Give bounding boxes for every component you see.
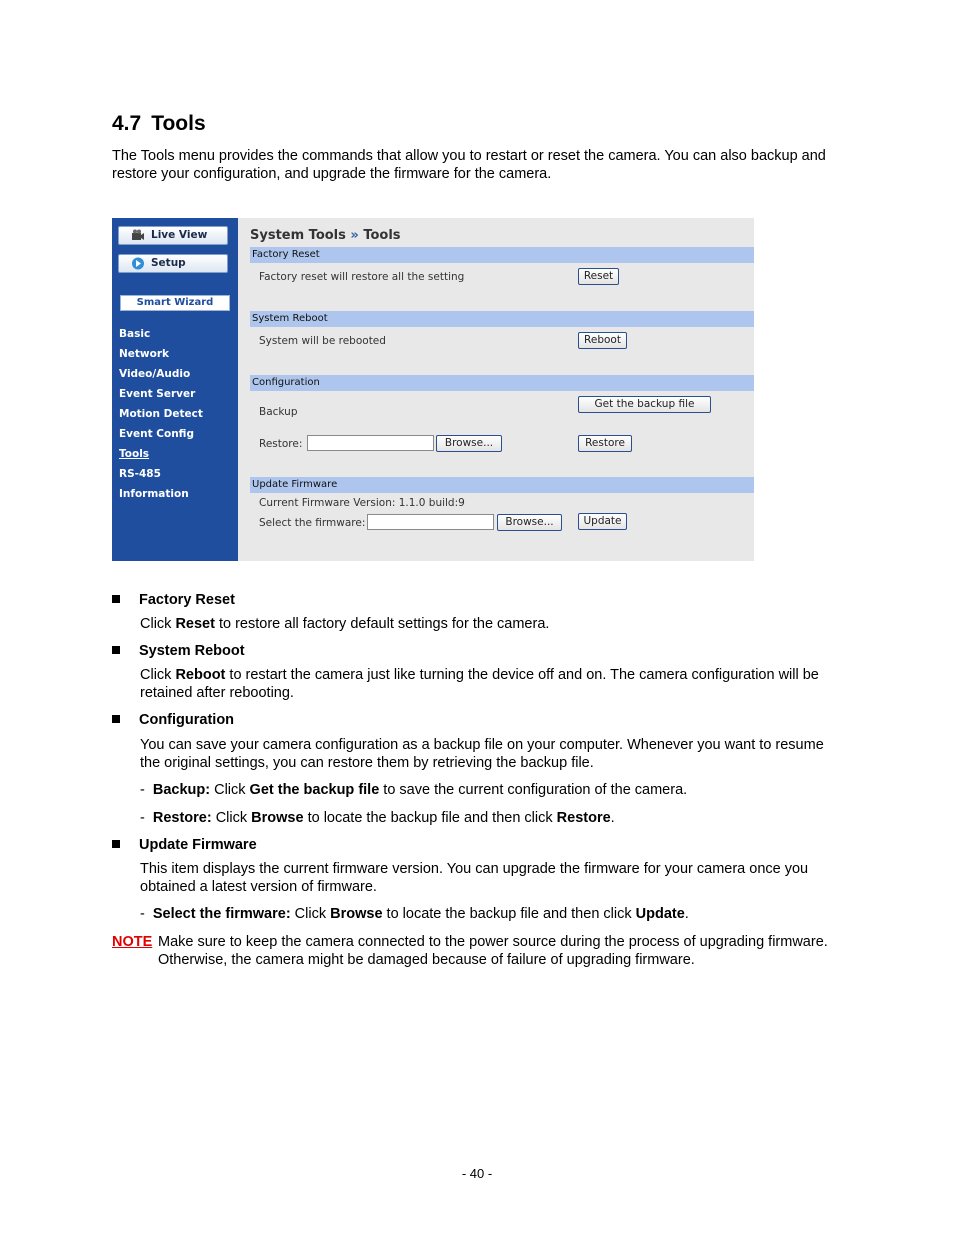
smart-wizard-button[interactable]: Smart Wizard: [120, 295, 230, 311]
bullet-system-reboot: [112, 642, 245, 660]
camera-icon: [131, 229, 145, 242]
sidebar-item-tools[interactable]: Tools: [119, 448, 150, 460]
sidebar-item-information[interactable]: Information: [119, 488, 189, 500]
bullet-factory-reset: [112, 591, 235, 609]
sidebar-item-event-server[interactable]: Event Server: [119, 388, 196, 400]
restore-instruction: - Restore: Click Browse to locate the backup file and then click Restore.: [140, 810, 615, 826]
panel-title-part1: System Tools: [250, 228, 346, 243]
live-view-label: Live View: [151, 229, 208, 241]
sidebar-item-motion-detect[interactable]: Motion Detect: [119, 408, 203, 420]
note-label: NOTE: [112, 934, 153, 950]
configuration-header: Configuration: [250, 375, 754, 391]
section-heading: [112, 112, 206, 136]
firmware-version-text: Current Firmware Version: 1.1.0 build:9: [259, 497, 465, 509]
tools-screenshot: [112, 218, 754, 561]
page-number: - 40 -: [461, 1166, 493, 1181]
section-title: Tools: [151, 112, 206, 135]
select-firmware-instruction: - Select the firmware: Click Browse to locate the backup file and then click Update.: [140, 906, 689, 922]
bullet-title: System Reboot: [139, 643, 245, 659]
select-firmware-label: Select the firmware:: [259, 517, 366, 529]
restore-button[interactable]: Restore: [578, 435, 632, 452]
section-number: 4.7: [112, 112, 142, 135]
reboot-button[interactable]: Reboot: [578, 332, 627, 349]
system-reboot-header: System Reboot: [250, 311, 754, 327]
live-view-button[interactable]: [118, 226, 228, 245]
sidebar-item-basic[interactable]: Basic: [119, 328, 151, 340]
backup-instruction: - Backup: Click Get the backup file to save the current configuration of the camera.: [140, 782, 688, 798]
factory-reset-description: Click Reset to restore all factory default settings for the camera.: [140, 616, 550, 632]
update-firmware-header: Update Firmware: [250, 477, 754, 493]
firmware-browse-button[interactable]: Browse...: [497, 514, 562, 531]
panel-title: [250, 228, 401, 243]
update-button[interactable]: Update: [578, 513, 627, 530]
tools-panel: [238, 218, 754, 561]
backup-label: Backup: [259, 406, 298, 418]
bullet-square-icon: [112, 715, 120, 723]
configuration-description: You can save your camera configuration as a backup file on your computer. Whenever you want to resume the original settings, you can restore them by retrieving the backup file.: [140, 737, 824, 771]
panel-title-separator: »: [350, 228, 359, 243]
bullet-title: Factory Reset: [139, 592, 235, 608]
firmware-file-input[interactable]: [367, 514, 494, 530]
bullet-square-icon: [112, 646, 120, 654]
system-reboot-text: System will be rebooted: [259, 335, 386, 347]
factory-reset-header: Factory Reset: [250, 247, 754, 263]
get-backup-file-button[interactable]: Get the backup file: [578, 396, 711, 413]
setup-label: Setup: [151, 257, 186, 269]
bullet-title: Configuration: [139, 712, 235, 728]
restore-file-input[interactable]: [307, 435, 434, 451]
bullet-square-icon: [112, 595, 120, 603]
sidebar-item-event-config[interactable]: Event Config: [119, 428, 194, 440]
sidebar-item-network[interactable]: Network: [119, 348, 170, 360]
reset-button[interactable]: Reset: [578, 268, 619, 285]
system-reboot-description: Click Reboot to restart the camera just like turning the device off and on. The camera configuration will be retained after rebooting.: [140, 667, 819, 701]
note-text: Make sure to keep the camera connected to the power source during the process of upgrading firmware. Otherwise, the camera might be damaged because of failure of upgrading firmware.: [158, 934, 828, 968]
sidebar-item-rs485[interactable]: RS-485: [119, 468, 161, 480]
setup-button[interactable]: [118, 254, 228, 273]
sidebar: [112, 218, 238, 561]
bullet-update-firmware: [112, 836, 257, 854]
update-firmware-description: This item displays the current firmware version. You can upgrade the firmware for your camera once you obtained a latest version of firmware.: [140, 861, 809, 895]
intro-paragraph: The Tools menu provides the commands that allow you to restart or reset the camera. You can also backup and restore your configuration, and upgrade the firmware for the camera.: [112, 148, 826, 182]
bullet-title: Update Firmware: [139, 837, 257, 853]
panel-title-part2: Tools: [363, 228, 401, 243]
restore-label: Restore:: [259, 438, 303, 450]
bullet-configuration: [112, 711, 234, 729]
restore-browse-button[interactable]: Browse...: [436, 435, 502, 452]
bullet-square-icon: [112, 840, 120, 848]
setup-arrow-icon: [131, 257, 145, 270]
sidebar-item-video-audio[interactable]: Video/Audio: [119, 368, 191, 380]
factory-reset-text: Factory reset will restore all the setting: [259, 271, 465, 283]
